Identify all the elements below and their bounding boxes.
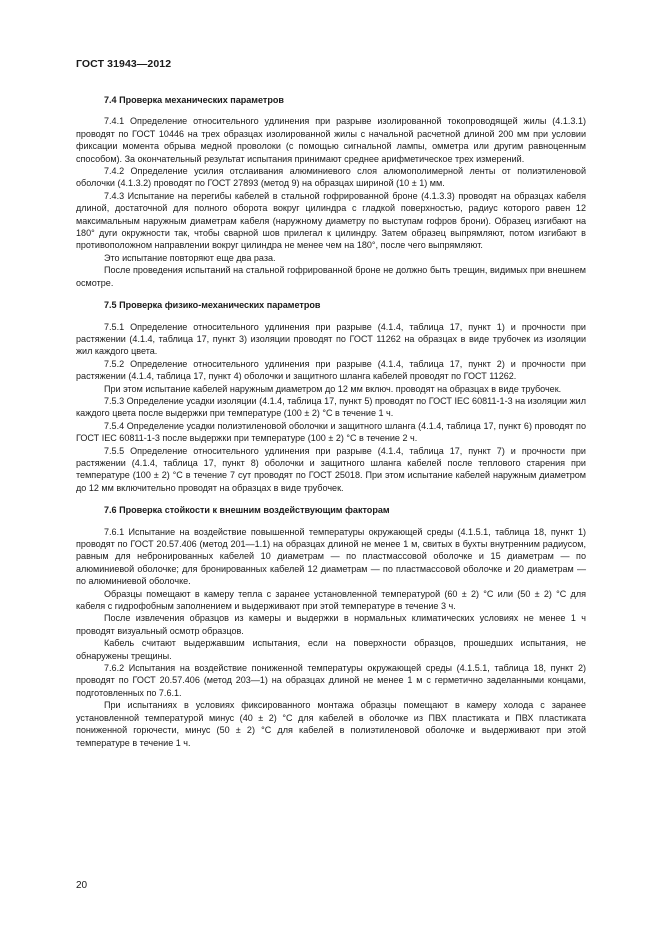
- paragraph: 7.4.3 Испытание на перегибы кабелей в стальной гофрированной броне (4.1.3.3) проводят на образцах кабеля длиной, достаточной для полного оборота вокруг цилиндра с гладкой поверхностью, радиус которого равен 12 максимальным наружным диаметрам кабеля (наружному диаметру по выступам гофров брони). Образец изгибают на 180° дуги окружности так, чтобы сварной шов прилегал к цилиндру. Затем образец выпрямляют, потом изгибают в противоположном направлении вокруг цилиндра не менее чем на 180°, после чего выпрямляют.: [76, 190, 586, 251]
- section-heading: 7.4 Проверка механических параметров: [104, 95, 284, 105]
- paragraph: 7.4.1 Определение относительного удлинения при разрыве изолированной токопроводящей жилы (4.1.3.1) проводят по ГОСТ 10446 на трех образцах изолированной жилы с начальной расчетной длиной 200 мм при условии фиксации момента обрыва медной проволоки (с помощью сигнальной лампы, омметра или другим равноценным способом). За окончательный результат испытания принимают среднее арифметическое трех измерений.: [76, 116, 586, 164]
- paragraph: Образцы помещают в камеру тепла с заранее установленной температурой (60 ± 2) °С или (50 ± 2) °С для кабеля с гидрофобным заполнением и выдерживают при этой температуре в течение 3 ч.: [76, 588, 586, 612]
- section-heading: 7.5 Проверка физико-механических параметров: [104, 300, 321, 311]
- paragraph: При испытаниях в условиях фиксированного монтажа образцы помещают в камеру холода с заранее установленной температурой минус (40 ± 2) °С для кабелей в оболочке из ПВХ пластиката и ПВХ пластиката пониженной горючести, минус (50 ± 2) °С для кабелей в полиэтиленовой оболочке и выдерживают при этой температуре в течение 1 ч.: [76, 700, 586, 748]
- paragraph: 7.6.1 Испытание на воздействие повышенной температуры окружающей среды (4.1.5.1, таблица 18, пункт 1) проводят по ГОСТ 20.57.406 (метод 201—1.1) на образцах длиной не менее 1 м, свитых в бухты внутренним радиусом, равным для небронированных кабелей 10 диаметрам — по пластмассовой оболочке и 15 диаметрам — по алюминиевой оболочке; для бронированных кабелей 12 диаметрам — по пластмассовой оболочке и 20 диаметрам — по алюминиевой оболочке.: [76, 526, 586, 587]
- paragraph: 7.5.4 Определение усадки полиэтиленовой оболочки и защитного шланга (4.1.4, таблица 17, пункт 6) проводят по ГОСТ IEC 60811-1-3 после выдержки при температуре (100 ± 2) °С в течение 2 ч.: [76, 420, 586, 444]
- paragraph: 7.6.2 Испытания на воздействие пониженной температуры окружающей среды (4.1.5.1, таблица 18, пункт 2) проводят по ГОСТ 20.57.406 (метод 203—1) на образцах длиной не менее 1 м с герметично заделанными концами, подготовленных по 7.6.1.: [76, 663, 586, 698]
- paragraph: 7.5.5 Определение относительного удлинения при разрыве (4.1.4, таблица 17, пункт 7) и прочности при растяжении (4.1.4, таблица 17, пункт 8) оболочки и защитного шланга кабелей после теплового старения при температуре (100 ± 2) °С в течение 7 сут проводят по ГОСТ 25018. При этом испытание кабелей наружным диаметром до 12 мм включительно проводят на образцах в виде трубочек.: [76, 445, 586, 493]
- paragraph: 7.5.2 Определение относительного удлинения при разрыве (4.1.4, таблица 17, пункт 2) и прочности при растяжении (4.1.4, таблица 17, пункт 4) оболочки и защитного шланга кабелей проводят по ГОСТ 11262.: [76, 358, 586, 382]
- page-number: 20: [76, 880, 88, 891]
- paragraph: 7.4.2 Определение усилия отслаивания алюминиевого слоя алюмополимерной ленты от полиэтиленовой оболочки (4.1.3.2) проводят по ГОСТ 27893 (метод 9) на образцах шириной (10 ± 1) мм.: [76, 166, 586, 189]
- document-body: [76, 94, 586, 749]
- paragraph: 7.5.1 Определение относительного удлинения при разрыве (4.1.4, таблица 17, пункт 1) и прочности при растяжении (4.1.4, таблица 17, пункт 3) изоляции проводят по ГОСТ 11262 на образцах в виде трубочек из изоляции жил каждого цвета.: [76, 321, 586, 357]
- paragraph: Это испытание повторяют еще два раза.: [104, 252, 276, 263]
- paragraph: 7.5.3 Определение усадки изоляции (4.1.4, таблица 17, пункт 5) проводят по ГОСТ IEC 60811-1-3 на изоляции жил каждого цвета после выдержки при температуре (100 ± 2) °С в течение 1 ч.: [76, 395, 586, 419]
- document-code-header: ГОСТ 31943—2012: [76, 58, 172, 70]
- section-heading: 7.6 Проверка стойкости к внешним воздействующим факторам: [104, 505, 390, 516]
- paragraph: Кабель считают выдержавшим испытания, если на поверхности образцов, прошедших испытания, не обнаружены трещины.: [76, 638, 586, 661]
- paragraph: После проведения испытаний на стальной гофрированной броне не должно быть трещин, видимых при внешнем осмотре.: [76, 265, 586, 288]
- paragraph: При этом испытание кабелей наружным диаметром до 12 мм включ. проводят на образцах в виде трубочек.: [104, 383, 562, 394]
- paragraph: После извлечения образцов из камеры и выдержки в нормальных климатических условиях не менее 1 ч проводят визуальный осмотр образцов.: [76, 613, 586, 636]
